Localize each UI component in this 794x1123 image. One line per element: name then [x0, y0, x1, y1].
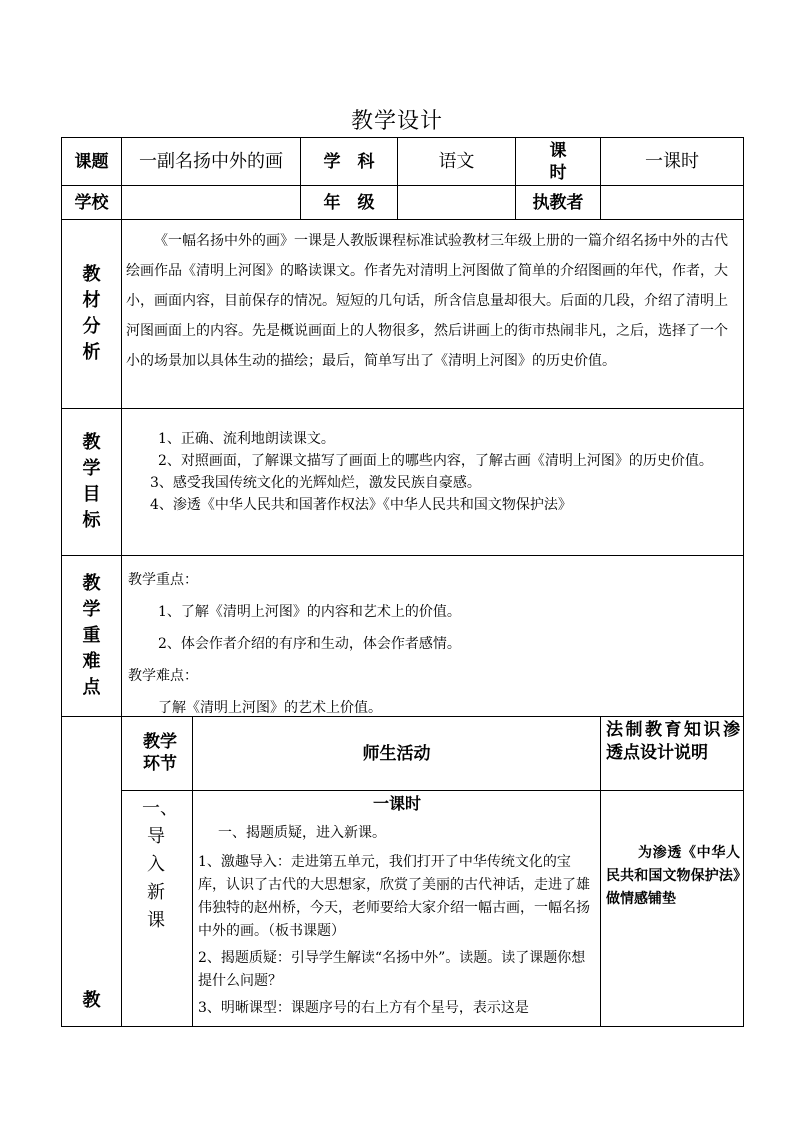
course-value: 一副名扬中外的画 [139, 150, 283, 172]
goals-label: 教学目标 [82, 432, 101, 531]
teacher-label: 执教者 [532, 192, 584, 213]
focus-title: 教学重点： [128, 572, 198, 588]
activity-paragraph: 1、激趣导入：走进第五单元，我们打开了中华传统文化的宝库，认识了古代的大思想家，欣赏了美丽的古代神话，走进了雄伟独特的赵州桥，今天，老师要给大家介绍一幅古画，一幅名扬中外的画。（板书课题） [198, 854, 590, 939]
material-label: 教材分析 [82, 264, 101, 363]
subject-label: 学 科 [323, 151, 375, 172]
stage-1-label: 一、导入新课 [142, 798, 178, 931]
hours-label: 课时 [549, 140, 567, 183]
activity-paragraph: 2、揭题质疑：引导学生解读“名扬中外”。读题。读了课题你想提什么问题？ [198, 950, 586, 989]
hours-value: 一课时 [645, 150, 699, 172]
page-title: 教学设计 [350, 109, 443, 134]
activity-paragraph: 3、明晰课型：课题序号的右上方有个星号，表示这是 [198, 1000, 529, 1016]
step-title: 一、揭题质疑，进入新课。 [218, 825, 386, 841]
goal-item: 3、感受我国传统文化的光辉灿烂，激发民族自豪感。 [150, 475, 481, 491]
col-stage-header: 教学环节 [143, 732, 177, 774]
hour-title: 一课时 [372, 794, 421, 813]
process-side-label: 教 [82, 990, 101, 1011]
goal-item: 1、正确、流利地朗读课文。 [158, 431, 335, 447]
difficulty-text: 了解《清明上河图》的艺术上价值。 [158, 700, 382, 716]
grade-value[interactable] [398, 186, 515, 219]
grade-label: 年 级 [323, 192, 375, 213]
material-text: 《一幅名扬中外的画》一课是人教版课程标准试验教材三年级上册的一篇介绍名扬中外的古代绘画作品《清明上河图》的略读课文。作者先对清明上河图做了简单的介绍图画的年代，作者，大小，画面内容，目前保存的情况。短短的几句话，所含信息量却很大。后面的几段，介绍了清明上河图画面上的内容。先是概说画面上的人物很多，然后讲画上的街市热闹非凡，之后，选择了一个小的场景加以具体生动的描绘；最后，简单写出了《清明上河图》的历史价值。 [126, 233, 728, 369]
focus-item: 1、了解《清明上河图》的内容和艺术上的价值。 [158, 604, 461, 620]
goal-item: 2、对照画面，了解课文描写了画面上的哪些内容，了解古画《清明上河图》的历史价值。 [158, 453, 713, 469]
school-value[interactable] [122, 186, 300, 219]
focus-item: 2、体会作者介绍的有序和生动，体会作者感情。 [158, 636, 461, 652]
school-label: 学校 [74, 192, 109, 213]
teacher-value[interactable] [601, 186, 743, 219]
col-activity-header: 师生活动 [362, 743, 431, 764]
keypoints-label: 教学重难点 [82, 573, 101, 698]
col-law-header: 法制教育知识渗透点设计说明 [606, 720, 740, 763]
goal-item: 4、渗透《中华人民共和国著作权法》《中华人民共和国文物保护法》 [150, 497, 572, 513]
difficulty-title: 教学难点： [128, 668, 198, 684]
law-note: 为渗透《中华人民共和国文物保护法》做情感铺垫 [606, 845, 740, 907]
subject-value: 语文 [438, 150, 475, 172]
course-label: 课题 [74, 151, 109, 172]
